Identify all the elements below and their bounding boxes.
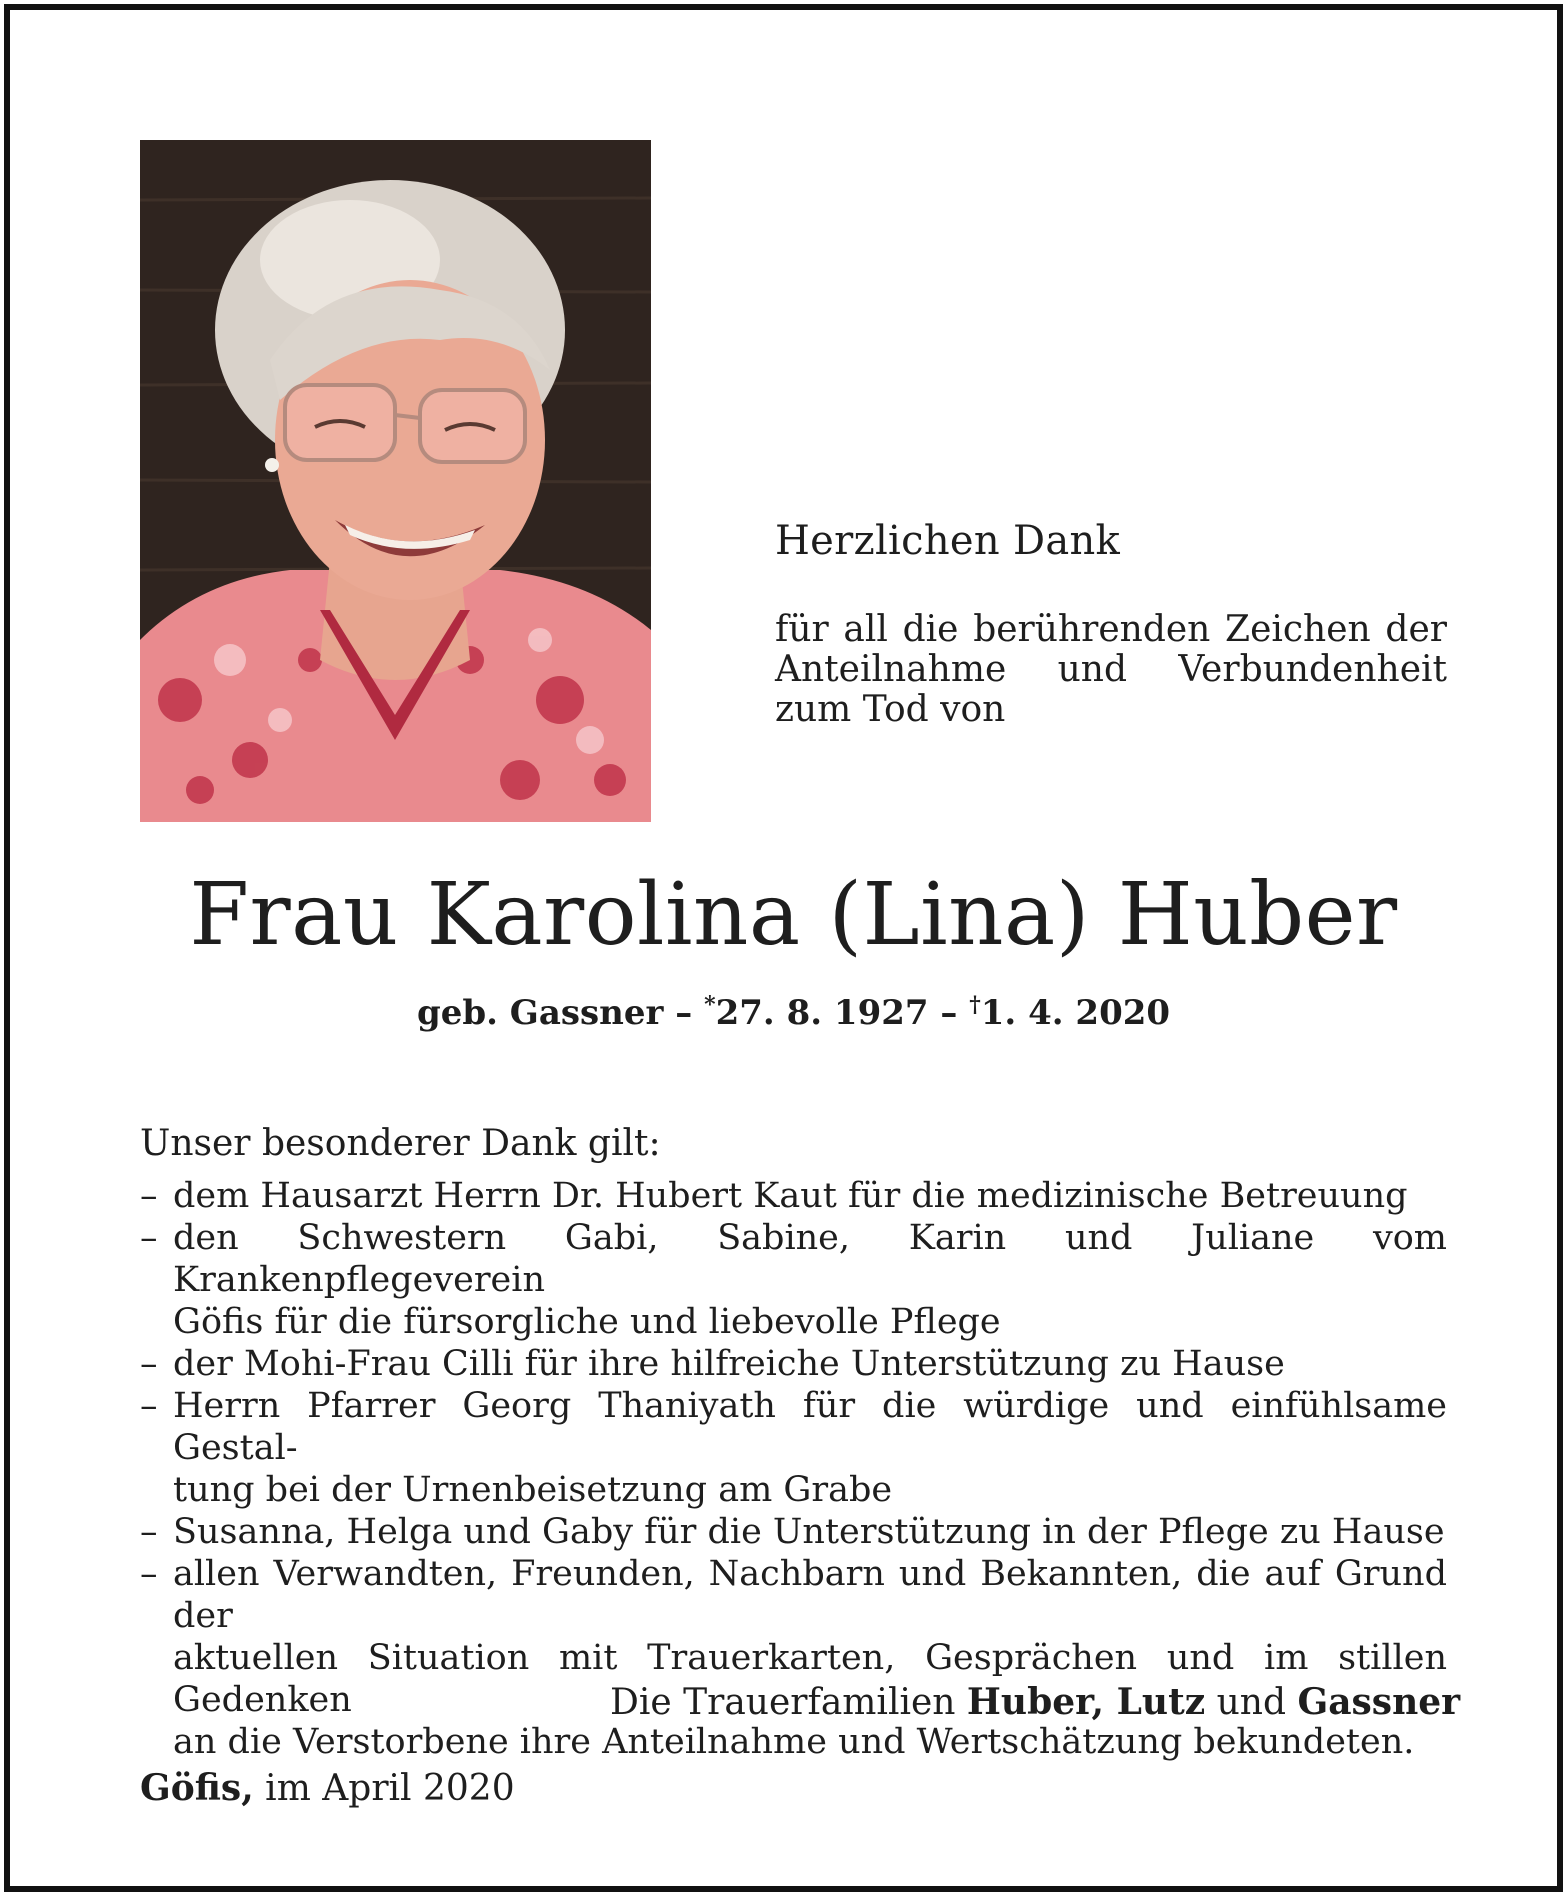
family-names-1: Huber, Lutz xyxy=(966,1681,1206,1723)
death-date: 1. 4. 2020 xyxy=(980,993,1171,1033)
gratitude-list xyxy=(140,1175,1447,1763)
signature-conjunction: und xyxy=(1205,1682,1298,1723)
thanks-title: Herzlichen Dank xyxy=(775,518,1121,564)
portrait-image xyxy=(140,140,651,822)
family-signature xyxy=(610,1681,1461,1723)
list-item: – Herrn Pfarrer Georg Thaniyath für die würdige und einfühlsame Gestal- tung bei der Urnenbeisetzung am Grabe xyxy=(140,1385,1447,1511)
deceased-name: Frau Karolina (Lina) Huber xyxy=(189,865,1398,965)
family-names-2: Gassner xyxy=(1297,1681,1461,1723)
place-date xyxy=(140,1767,515,1809)
gratitude-intro: Unser besonderer Dank gilt: xyxy=(140,1123,661,1164)
date-text: im April 2020 xyxy=(253,1768,515,1809)
separator: – xyxy=(663,993,705,1033)
life-dates xyxy=(140,992,1447,1033)
death-symbol: † xyxy=(969,992,981,1018)
list-item: – dem Hausarzt Herrn Dr. Hubert Kaut für die medizinische Betreuung xyxy=(140,1175,1447,1217)
maiden-name: geb. Gassner xyxy=(416,993,664,1033)
list-item: – Susanna, Helga und Gaby für die Unterstützung in der Pflege zu Hause xyxy=(140,1511,1447,1553)
birth-date: 27. 8. 1927 xyxy=(715,993,929,1033)
portrait-photo xyxy=(140,140,651,822)
list-item: – den Schwestern Gabi, Sabine, Karin und Juliane vom Krankenpflegeverein Göfis für die fürsorgliche und liebevolle Pflege xyxy=(140,1217,1447,1343)
list-item: – der Mohi-Frau Cilli für ihre hilfreiche Unterstützung zu Hause xyxy=(140,1343,1447,1385)
separator: – xyxy=(928,993,970,1033)
birth-symbol: * xyxy=(704,992,716,1018)
signature-prefix: Die Trauerfamilien xyxy=(610,1682,967,1723)
notice-frame xyxy=(4,4,1563,1892)
list-item: – allen Verwandten, Freunden, Nachbarn und Bekannten, die auf Grund der aktuellen Situation mit Trauerkarten, Gesprächen und im stillen Gedenken an die Verstorbene ihre Anteilnahme und Wertschätzung bekundeten. xyxy=(140,1553,1447,1763)
thanks-text: für all die berührenden Zeichen der Anteilnahme und Verbundenheit zum Tod von xyxy=(775,609,1447,730)
place-name: Göfis, xyxy=(140,1767,254,1809)
